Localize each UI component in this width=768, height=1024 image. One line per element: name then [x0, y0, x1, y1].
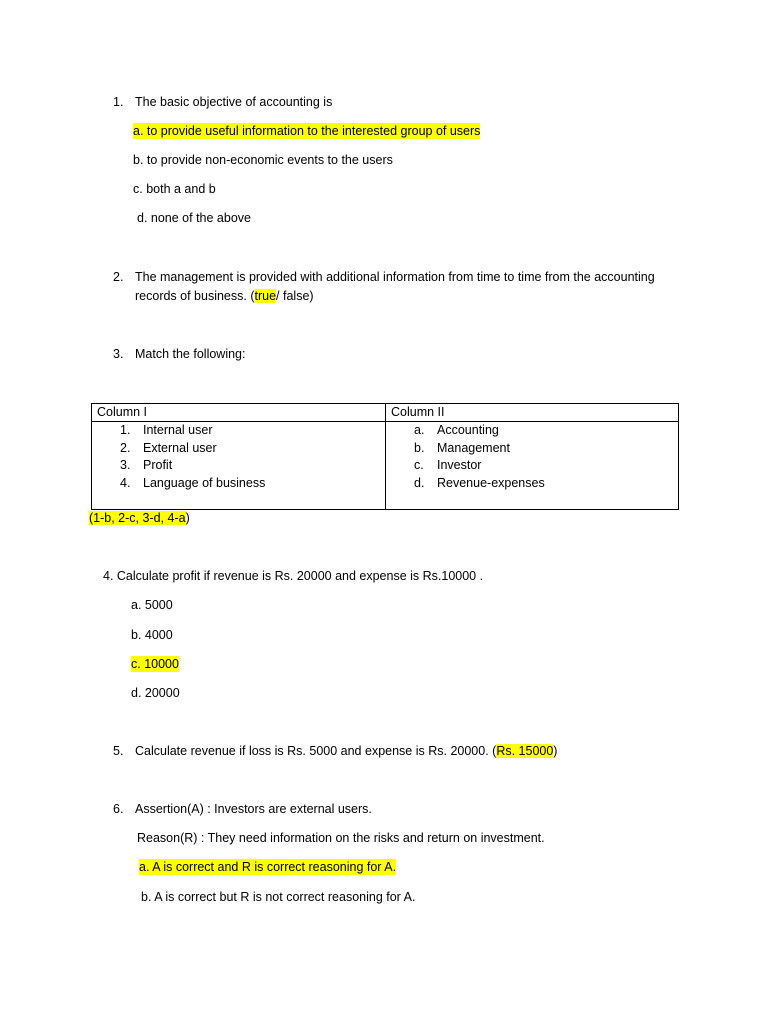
q3-answer: [89, 510, 190, 526]
q5-number: 5.: [113, 744, 124, 758]
q3-answer-open: (: [89, 511, 94, 525]
column-2-item: [391, 475, 673, 493]
q5-answer-highlighted: Rs. 15000: [496, 744, 554, 758]
q4-option-c-highlighted: c. 10000: [131, 657, 179, 671]
column-1-item: [97, 475, 380, 493]
q1-option-a-highlighted: a. to provide useful information to the interested group of users: [133, 124, 481, 138]
q2-answer-highlighted: true: [254, 289, 277, 303]
q1-option-b: b. to provide non-economic events to the users: [133, 153, 393, 167]
q6-option-b: b. A is correct but R is not correct reasoning for A.: [141, 890, 416, 904]
item-letter: b.: [414, 440, 425, 455]
match-table-body-row: [92, 422, 679, 510]
q5-text-prefix: Calculate revenue if loss is Rs. 5000 and expense is Rs. 20000. (: [135, 744, 497, 758]
q4-option-b: b. 4000: [131, 628, 173, 642]
q1-option-c: c. both a and b: [133, 182, 216, 196]
q5-text: [135, 743, 557, 759]
match-table-header-row: [92, 404, 679, 422]
item-text: Accounting: [437, 423, 499, 437]
q4-option-a: a. 5000: [131, 598, 173, 612]
column-1-header: Column I: [92, 404, 386, 422]
q3-answer-highlighted: 1-b, 2-c, 3-d, 4-a: [93, 511, 186, 525]
q3-answer-close: ): [185, 511, 190, 525]
item-number: 1.: [120, 423, 131, 437]
q3-text: Match the following:: [135, 347, 246, 361]
item-text: Revenue-expenses: [437, 475, 545, 490]
item-text: Management: [437, 440, 510, 455]
match-table: [91, 403, 679, 510]
q2-line2-prefix: records of business. (: [135, 289, 255, 303]
item-text: Language of business: [143, 475, 266, 490]
column-2-cell: [386, 422, 679, 510]
column-1-item: [97, 457, 380, 475]
q6-option-a-highlighted: a. A is correct and R is correct reasoning for A.: [139, 860, 397, 874]
column-1-cell: [92, 422, 386, 510]
q6-assertion: Assertion(A) : Investors are external users.: [135, 802, 372, 816]
item-text: Internal user: [143, 423, 213, 437]
item-letter: d.: [414, 475, 425, 490]
q2-line2-suffix: / false): [276, 289, 314, 303]
item-text: Profit: [143, 458, 173, 472]
column-2-item: [391, 440, 673, 458]
q3-number: 3.: [113, 347, 124, 361]
q6-reason: Reason(R) : They need information on the risks and return on investment.: [137, 831, 545, 845]
column-1-item: [97, 440, 380, 458]
q5-text-suffix: ): [553, 744, 558, 758]
q4-option-d: d. 20000: [131, 686, 180, 700]
item-text: External user: [143, 440, 217, 455]
q2-number: 2.: [113, 270, 124, 284]
q1-text: The basic objective of accounting is: [135, 95, 333, 109]
item-letter: c.: [414, 458, 424, 472]
item-number: 4.: [120, 475, 131, 490]
column-1-item: [97, 422, 380, 440]
column-2-header: Column II: [386, 404, 679, 422]
q1-number: 1.: [113, 95, 124, 109]
item-text: Investor: [437, 458, 482, 472]
q1-option-d: d. none of the above: [137, 211, 251, 225]
column-2-item: [391, 457, 673, 475]
item-number: 3.: [120, 458, 131, 472]
q2-line1: The management is provided with additional information from time to time from the accounting: [135, 270, 655, 284]
item-letter: a.: [414, 423, 425, 437]
column-2-item: [391, 422, 673, 440]
q2-line2: [135, 288, 314, 304]
q4-text: 4. Calculate profit if revenue is Rs. 20000 and expense is Rs.10000 .: [103, 569, 484, 583]
item-number: 2.: [120, 440, 131, 455]
q6-number: 6.: [113, 802, 124, 816]
